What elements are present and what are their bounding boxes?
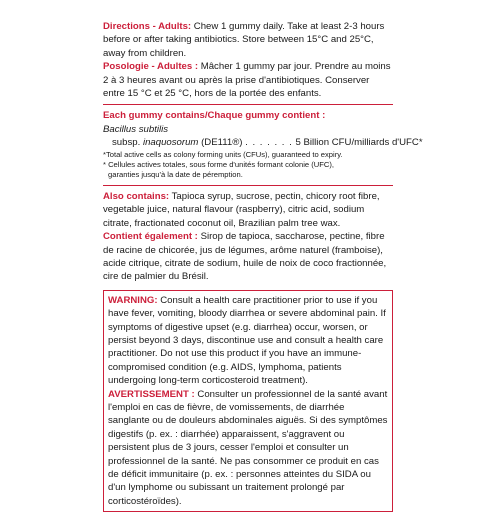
warning-en [108, 294, 388, 388]
subsp-label: subsp. [112, 137, 141, 149]
footnote-fr-2: garanties jusqu'à la date de péremption. [108, 170, 243, 180]
subsp-name: inaquosorum [142, 137, 199, 149]
divider [103, 185, 393, 186]
also-contains-fr-text: Sirop de tapioca, saccharose, pectine, fibre de racine de chicorée, jus de légumes, arôme naturel (framboise), acide citrique, citrate de sodium, huile de noix de coco fractionnée, cire de palmier du Brésil. [103, 231, 387, 283]
also-contains-fr-label: Contient également : [103, 231, 198, 243]
dot-leader: . . . . . . . [245, 137, 293, 149]
warning-fr-label: AVERTISSEMENT : [108, 388, 195, 400]
directions-en-text: Chew 1 gummy daily. Take at least 2-3 hours before or after taking antibiotics. Store between 15°C and 25°C, away from children. [103, 21, 385, 59]
strain-amount: 5 Billion CFU/milliards d'UFC* [295, 137, 423, 149]
warning-fr-text: Consulter un professionnel de la santé avant l'emploi en cas de fièvre, de vomissements, de diarrhée sanglante ou de douleurs abdominales aiguës. Si des symptômes digestifs (p. ex. : diarrhée) apparaissent, s'aggravent ou persistent plus de 3 jours, cesser l'emploi et consulter un professionnel de la santé. Ne pas consommer ce produit en cas de déficit immunitaire (p. ex. : personnes atteintes du SIDA ou d'un lymphome ou subissant un traitement prolongé par corticostéroïdes). [108, 388, 388, 507]
also-contains-en [103, 190, 393, 230]
warning-box [103, 290, 393, 512]
contents-heading: Each gummy contains/Chaque gummy contient : [103, 110, 326, 122]
warning-en-label: WARNING: [108, 294, 158, 306]
also-contains-en-label: Also contains: [103, 190, 170, 202]
footnote-en: *Total active cells as colony forming units (CFUs), guaranteed to expiry. [103, 149, 343, 159]
directions-fr-label: Posologie - Adultes : [103, 61, 199, 73]
strain-id: (DE111®) [201, 137, 243, 149]
divider [103, 104, 393, 105]
directions-fr [103, 60, 393, 100]
directions-en [103, 20, 393, 60]
strain-line [103, 136, 423, 149]
also-contains-en-text: Tapioca syrup, sucrose, pectin, chicory root fibre, vegetable juice, natural flavour (raspberry), citric acid, sodium citrate, fractionated coconut oil, Brazilian palm tree wax. [103, 190, 380, 229]
species-name: Bacillus subtilis [103, 123, 169, 135]
warning-fr [108, 388, 388, 509]
directions-fr-text: Mâcher 1 gummy par jour. Prendre au moins 2 à 3 heures avant ou après la prise d'antibiotiques. Conserver entre 15 °C et 25 °C, hors de la portée des enfants. [103, 61, 391, 100]
warning-en-text: Consult a health care practitioner prior to use if you have fever, vomiting, bloody diarrhea or severe abdominal pain. If symptoms of digestive upset (e.g. diarrhea) occur, worsen, or persist beyond 3 days, discontinue use and consult a health care practitioner. Do not use this product if you have an immune-compromised condition (e.g. AIDS, lymphoma, patients undergoing long-term corticosteroid treatment). [108, 294, 386, 387]
directions-en-label: Directions - Adults: [103, 21, 192, 32]
footnote-fr-1: * Cellules actives totales, sous forme d'unités formant colonie (UFC), [103, 160, 335, 170]
label-panel [103, 20, 423, 512]
also-contains-fr [103, 230, 393, 284]
